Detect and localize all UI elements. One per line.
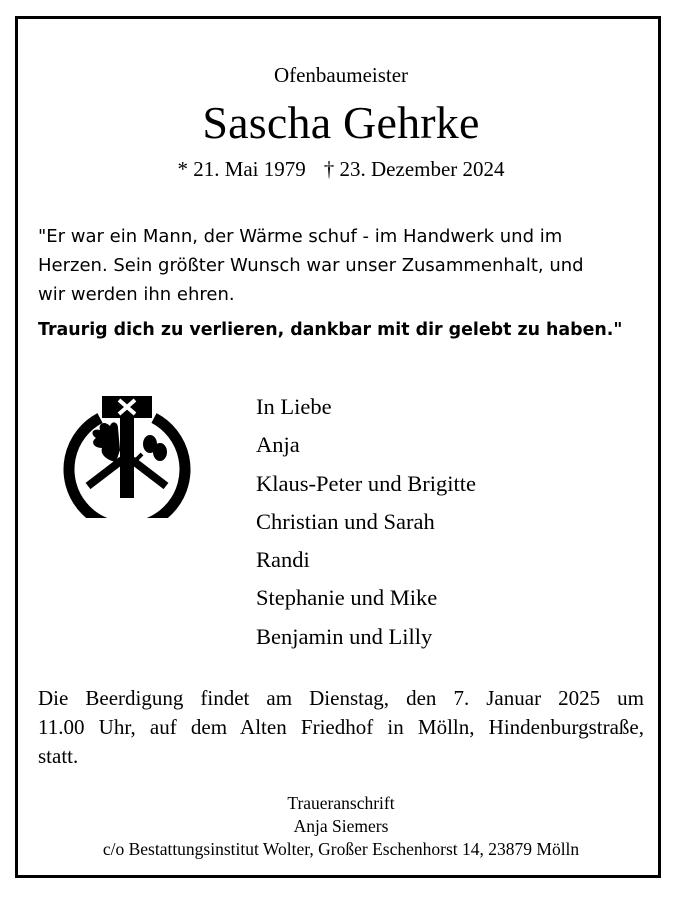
mourner-entry: Klaus-Peter und Brigitte (256, 470, 476, 496)
deceased-name: Sascha Gehrke (202, 97, 480, 148)
mourner-entry: Benjamin und Lilly (256, 623, 433, 649)
address-heading: Traueranschrift (287, 793, 395, 813)
mourners-list (256, 388, 476, 656)
guild-emblem-icon (62, 390, 192, 518)
mourner-entry: In Liebe (256, 394, 332, 419)
profession: Ofenbaumeister (273, 63, 409, 87)
quote-line: "Er war ein Mann, der Wärme schuf - im Handwerk und im (38, 226, 563, 247)
mourner-entry: Christian und Sarah (256, 508, 435, 534)
mourner-entry: Randi (256, 547, 310, 573)
quote-line: Herzen. Sein größter Wunsch war unser Zusammenhalt, und (38, 255, 584, 276)
birth-date: * 21. Mai 1979 (177, 157, 306, 181)
address-line: c/o Bestattungsinstitut Wolter, Großer Eschenhorst 14, 23879 Mölln (102, 839, 580, 859)
funeral-line: statt. (38, 744, 79, 768)
address-contact: Anja Siemers (293, 816, 389, 836)
funeral-line: Die Beerdigung findet am Dienstag, den 7. Januar 2025 um (38, 686, 644, 710)
mourner-entry: Stephanie und Mike (256, 585, 438, 611)
death-date: † 23. Dezember 2024 (323, 157, 505, 181)
memorial-quote-bold: Traurig dich zu verlieren, dankbar mit dir gelebt zu haben." (38, 320, 623, 340)
memorial-quote (38, 222, 648, 309)
life-dates (0, 157, 682, 182)
funeral-details (38, 684, 644, 771)
quote-line: wir werden ihn ehren. (38, 284, 235, 305)
funeral-line: 11.00 Uhr, auf dem Alten Friedhof in Mölln, Hindenburgstraße, (38, 715, 644, 739)
mourning-address (0, 792, 682, 861)
mourner-entry: Anja (256, 432, 300, 458)
